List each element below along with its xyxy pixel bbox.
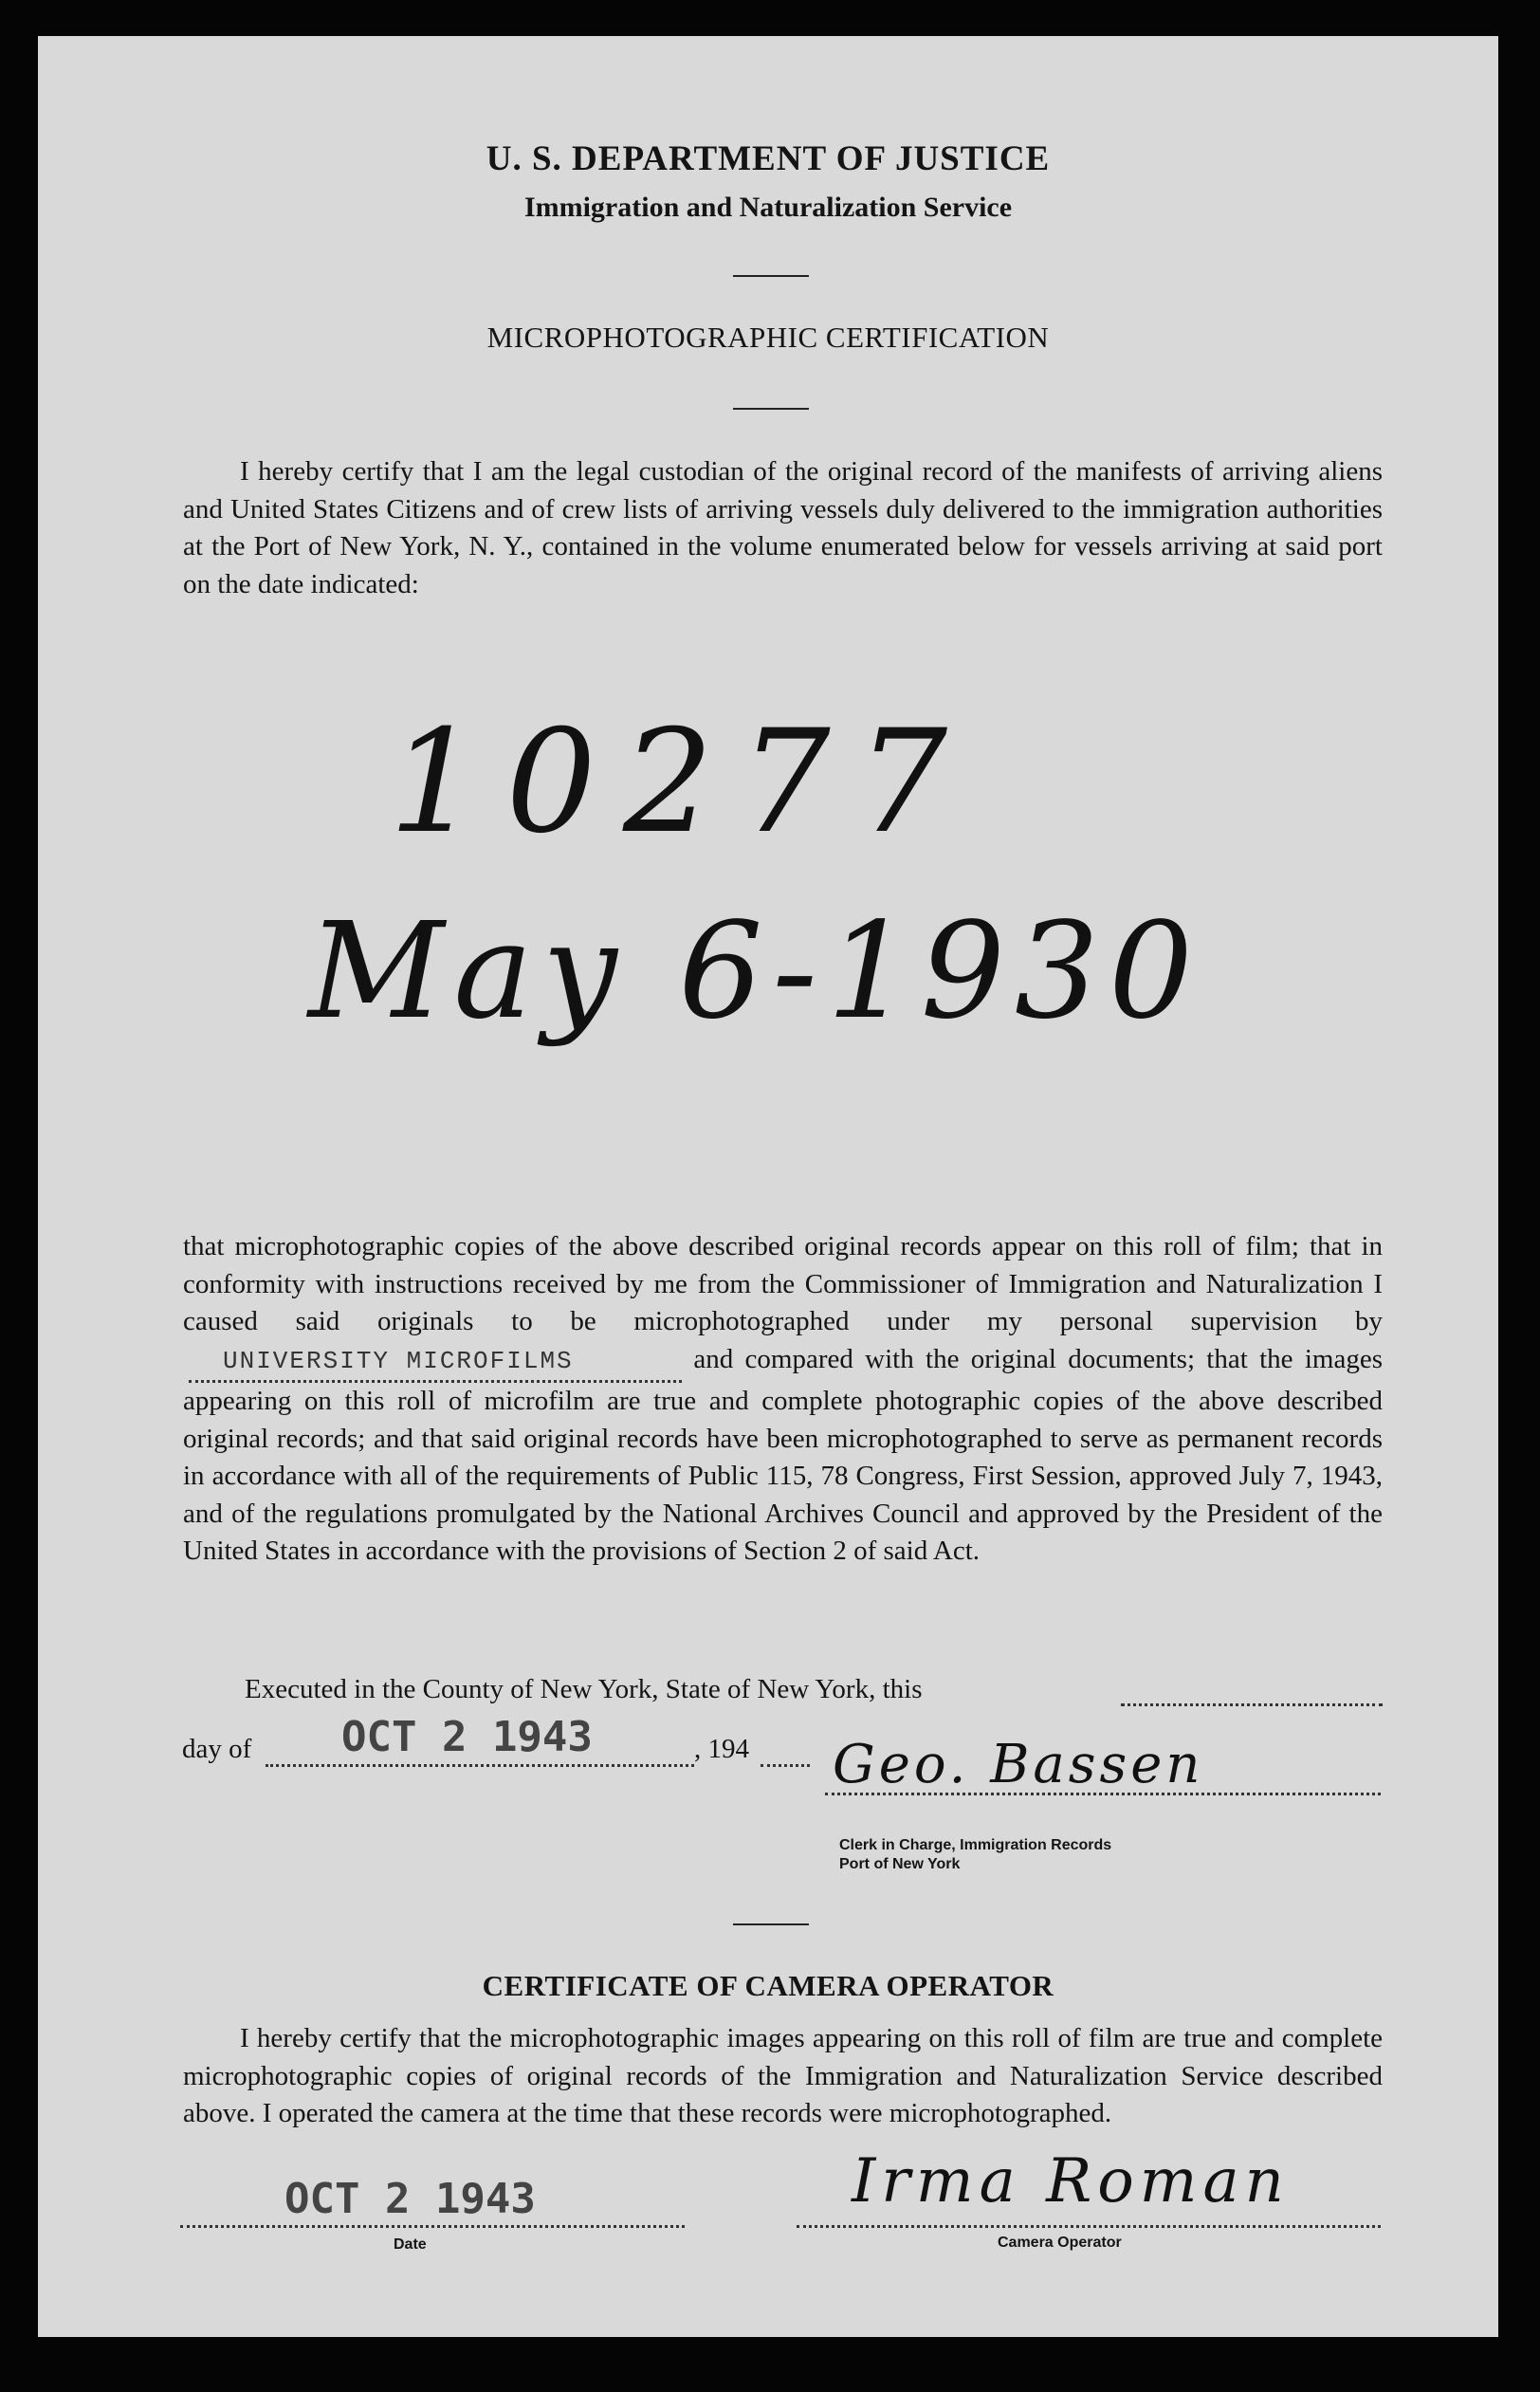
form-title: MICROPHOTOGRAPHIC CERTIFICATION (486, 321, 1050, 354)
divider-rule (733, 1923, 809, 1925)
operator-date-stamp: OCT 2 1943 (284, 2175, 536, 2223)
operator-signature-line (797, 2219, 1381, 2228)
clerk-signature: Geo. Bassen (833, 1734, 1204, 1795)
clerk-signature-line (825, 1789, 1381, 1795)
certification-text-part2: and compared with the original documents; that the images appearing on this roll of microfilm are true and complete photographic copies of the above described original records; and that said original records have been microphotographed to serve as permanent records in accordance with all of the requirements of Public 115, 78 Congress, First Session, approved July 7, 1943, and of the regulations promulgated by the National Archives Council and approved by the President of the United States in accordance with the provisions of Section 2 of said Act. (183, 1343, 1384, 1566)
clerk-title-line1: Clerk in Charge, Immigration Records (839, 1837, 1112, 1853)
divider-rule (733, 408, 809, 410)
day-of-label: day of (182, 1734, 252, 1764)
certification-text-part1: that microphotographic copies of the above described original records appear on this roll of film; that in conformity with instructions received by me from the Commissioner of Immigration and Naturalization I caused said originals to be microphotographed under my personal supervision by (183, 1231, 1383, 1336)
operator-signature-label: Camera Operator (998, 2235, 1122, 2251)
date-stamp: OCT 2 1943 (341, 1713, 593, 1761)
handwritten-volume-number: 10277 (389, 700, 975, 865)
divider-rule (733, 275, 809, 277)
department-heading: U. S. DEPARTMENT OF JUSTICE (486, 139, 1051, 178)
clerk-title-line2: Port of New York (839, 1856, 961, 1872)
operator-date-label: Date (394, 2236, 427, 2253)
certificate-page (38, 36, 1498, 2337)
year-prefix: , 194 (694, 1734, 749, 1764)
handwritten-date: May 6-1930 (308, 894, 1203, 1049)
intro-paragraph: I hereby certify that I am the legal custodian of the original record of the manifests of arriving aliens and United States Citizens and of crew lists of arriving vessels duly delivered to the immigration authorities at the Port of New York, N. Y., contained in the volume enumerated below for vessels arriving at said port on the date indicated: (183, 456, 1383, 599)
company-field (189, 1341, 682, 1384)
camera-operator-paragraph: I hereby certify that the microphotographic images appearing on this roll of film are true and complete microphotographic copies of original records of the Immigration and Naturalization Service described above. I operated the camera at the time that these records were microphotographed. (183, 2023, 1383, 2128)
service-subheading: Immigration and Naturalization Service (523, 192, 1013, 223)
executed-day-field (1121, 1677, 1383, 1706)
company-name: UNIVERSITY MICROFILMS (223, 1346, 574, 1375)
operator-signature: Irma Roman (852, 2146, 1290, 2217)
certification-paragraph (183, 1228, 1383, 1571)
year-field (761, 1738, 810, 1767)
executed-line: Executed in the County of New York, State of New York, this (245, 1674, 923, 1704)
camera-operator-heading: CERTIFICATE OF CAMERA OPERATOR (482, 1969, 1054, 2002)
